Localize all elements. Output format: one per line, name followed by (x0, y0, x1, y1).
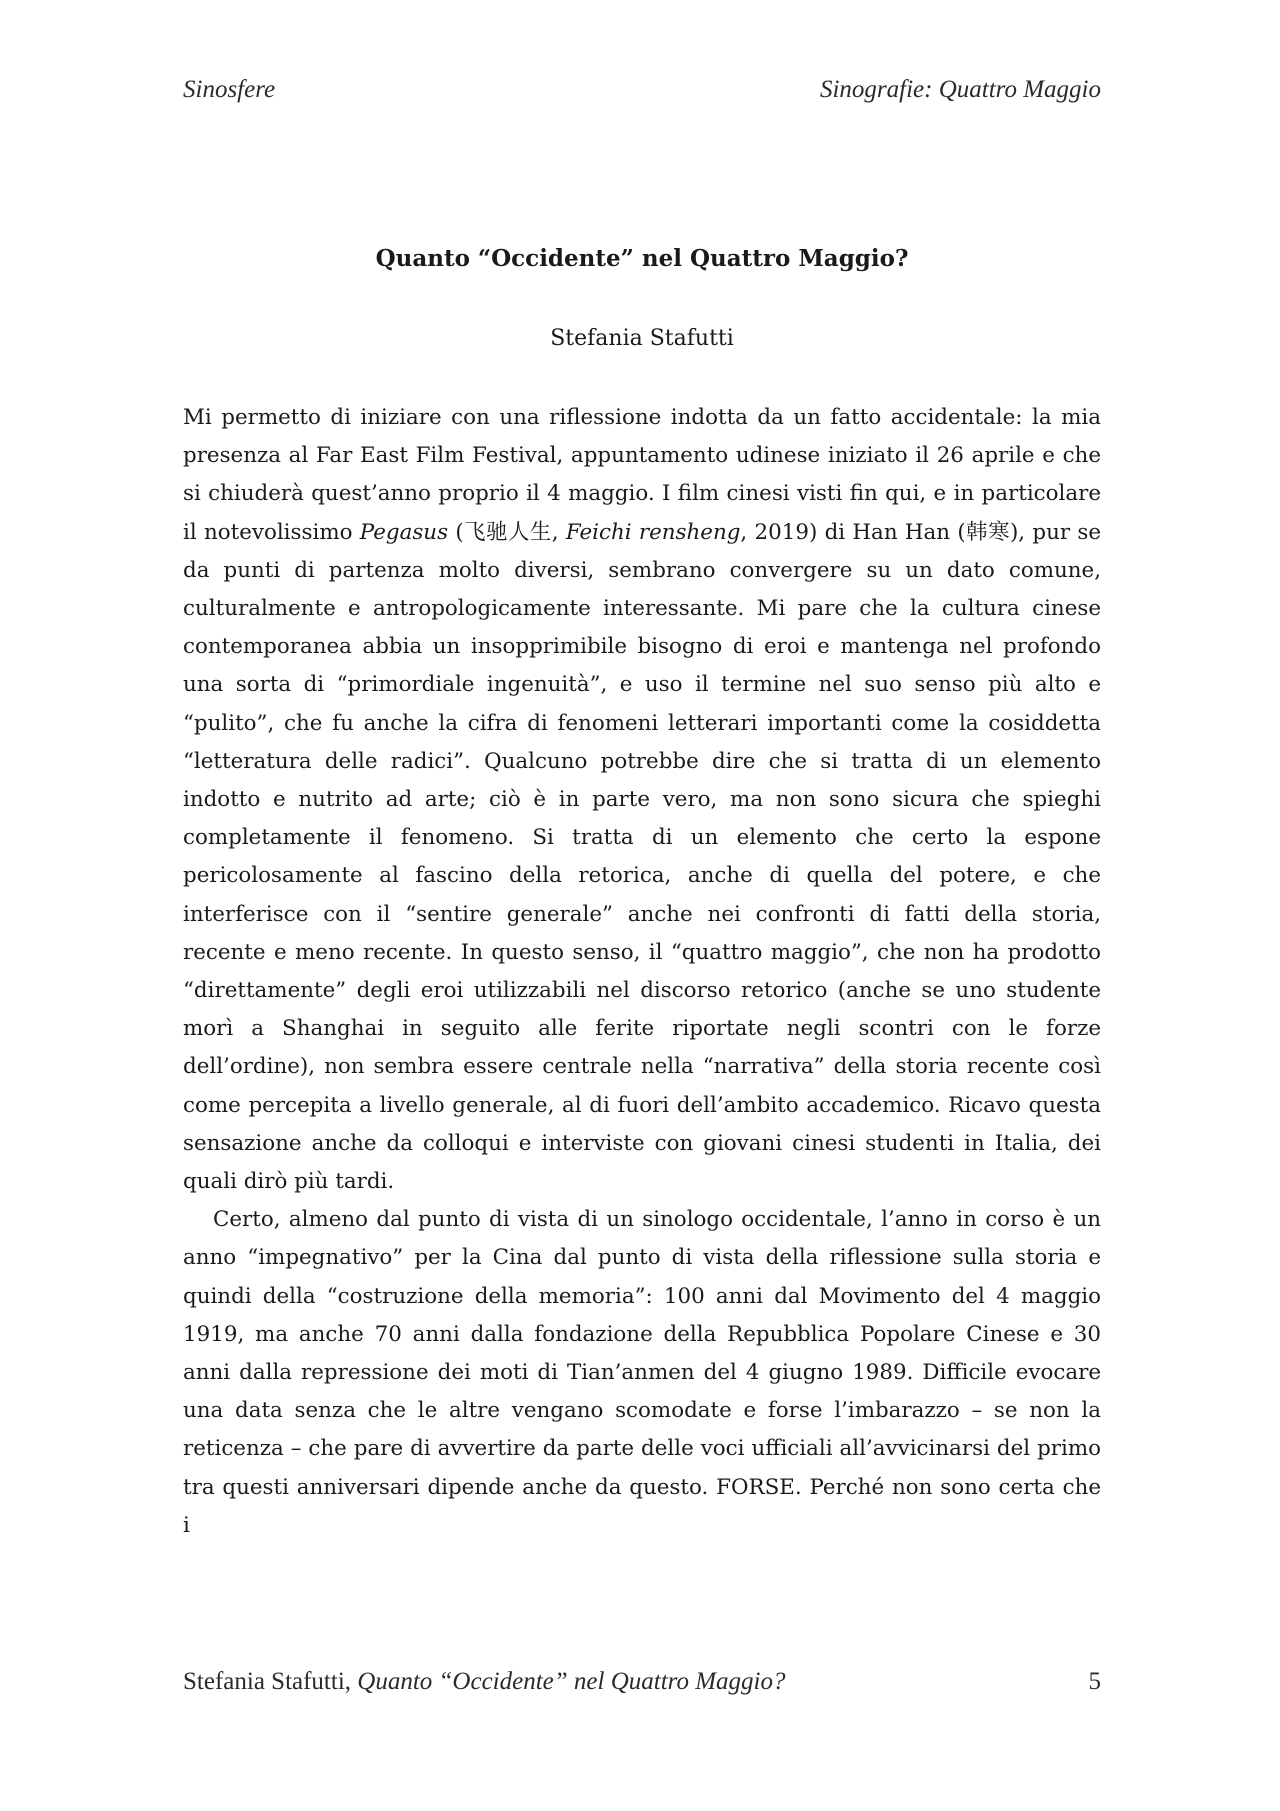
paragraph-1-part-a: Mi permetto di iniziare con una riflessione indotta da un fatto accidentale: la mia presenza al Far East Film Festival, appuntamento udinese iniziato il 26 aprile e che si chiuderà quest’anno proprio il 4 maggio. I film cinesi visti fin qui, e in particolare il notevolissimo (183, 405, 1101, 545)
header-journal-name: Sinosfere (183, 76, 276, 103)
footer-citation (183, 1668, 785, 1696)
paragraph-2: Certo, almeno dal punto di vista di un sinologo occidentale, l’anno in corso è un anno “impegnativo” per la Cina dal punto di vista della riflessione sulla storia e quindi della “costruzione della memoria”: 100 anni dal Movimento del 4 maggio 1919, ma anche 70 anni dalla fondazione della Repubblica Popolare Cinese e 30 anni dalla repressione dei moti di Tian’anmen del 4 giugno 1989. Difficile evocare una data senza che le altre vengano scomodate e forse l’imbarazzo – se non la reticenza – che pare di avvertire da parte delle voci ufficiali all’avvicinarsi del primo tra questi anniversari dipende anche da questo. FORSE. Perché non sono certa che i (183, 1207, 1101, 1538)
film-pinyin: Feichi rensheng (565, 519, 741, 545)
header-section-name: Sinografie: Quattro Maggio (819, 76, 1101, 103)
article-author: Stefania Stafutti (550, 326, 734, 351)
article-body (183, 399, 1101, 1545)
film-title: Pegasus (359, 519, 449, 545)
paragraph-1 (183, 399, 1101, 1201)
article-title: Quanto “Occidente” nel Quattro Maggio? (375, 245, 909, 272)
paragraph-1-part-c: , 2019) di Han Han (韩寒), pur se da punti di partenza molto diversi, sembrano convergere su un dato comune, culturalmente e antropologicamente interessante. Mi pare che la cultura cinese contemporanea abbia un insopprimibile bisogno di eroi e mantenga nel profondo una sorta di “primordiale ingenuità”, e uso il termine nel suo senso più alto e “pulito”, che fu anche la cifra di fenomeni letterari importanti come la cosiddetta “letteratura delle radici”. Qualcuno potrebbe dire che si tratta di un elemento indotto e nutrito ad arte; ciò è in parte vero, ma non sono sicura che spieghi completamente il fenomeno. Si tratta di un elemento che certo la espone pericolosamente al fascino della retorica, anche di quella del potere, e che interferisce con il “sentire generale” anche nei confronti di fatti della storia, recente e meno recente. In questo senso, il “quattro maggio”, che non ha prodotto “direttamente” degli eroi utilizzabili nel discorso retorico (anche se uno studente morì a Shanghai in seguito alle ferite riportate negli scontri con le forze dell’ordine), non sembra essere centrale nella “narrativa” della storia recente così come percepita a livello generale, al di fuori dell’ambito accademico. Ricavo questa sensazione anche da colloqui e interviste con giovani cinesi studenti in Italia, dei quali dirò più tardi. (183, 519, 1102, 1195)
footer-title: Quanto “Occidente” nel Quattro Maggio? (357, 1668, 786, 1695)
footer-author: Stefania Stafutti, (183, 1668, 358, 1695)
paragraph-1-part-b: (飞驰人生, (448, 519, 566, 545)
page-number: 5 (1088, 1668, 1101, 1695)
